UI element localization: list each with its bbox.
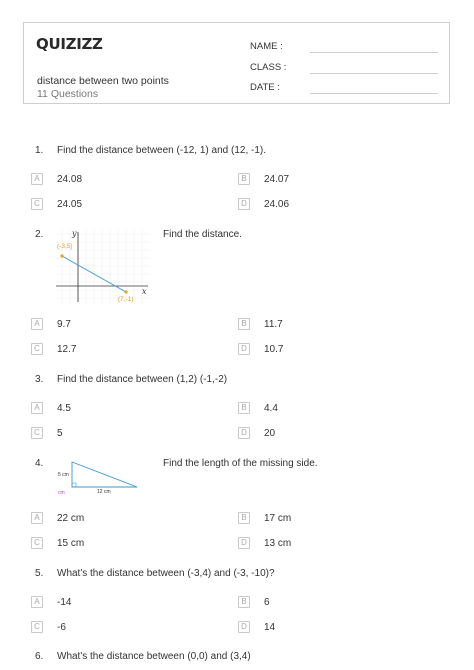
option-text: 15 cm [57,538,85,549]
option-text: 20 [264,428,276,439]
option-text: -6 [57,622,66,633]
question-text: Find the distance. [163,229,242,240]
option-letter-box[interactable]: D [238,198,250,210]
option-text: 13 cm [264,538,292,549]
option-text: 14 [264,622,276,633]
option-text: 24.07 [264,174,290,185]
option-text: 5 [57,428,63,439]
question-number: 4. [35,458,44,469]
option-text: 24.08 [57,174,83,185]
point-marker [124,290,127,293]
side-label: 5 cm [58,472,69,478]
option-letter-box[interactable]: A [31,512,43,524]
option-letter-box[interactable]: A [31,402,43,414]
question-number: 3. [35,374,44,385]
class-line [310,73,438,74]
question-number: 2. [35,229,44,240]
side-label: 12 cm [97,489,111,495]
option-text: 17 cm [264,513,292,524]
question-count: 11 Questions [37,88,99,100]
quizizz-logo: QUIZIZZ [36,35,103,53]
question-number: 6. [35,651,44,662]
option-text: 10.7 [264,344,284,355]
option-letter-box[interactable]: B [238,596,250,608]
unknown-side-label: cm [58,490,65,496]
option-text: 9.7 [57,319,71,330]
right-triangle-figure [55,458,145,500]
option-text: 24.05 [57,199,83,210]
option-text: 6 [264,597,270,608]
date-label: DATE : [250,82,280,93]
option-letter-box[interactable]: B [238,512,250,524]
question-number: 1. [35,145,44,156]
option-text: -14 [57,597,72,608]
option-letter-box[interactable]: A [31,173,43,185]
option-letter-box[interactable]: C [31,198,43,210]
option-letter-box[interactable]: B [238,318,250,330]
option-text: 22 cm [57,513,85,524]
date-line [310,93,438,94]
option-letter-box[interactable]: A [31,318,43,330]
option-letter-box[interactable]: D [238,343,250,355]
x-axis-label: x [142,287,147,296]
option-letter-box[interactable]: C [31,343,43,355]
option-text: 4.5 [57,403,71,414]
option-letter-box[interactable]: D [238,427,250,439]
option-letter-box[interactable]: A [31,596,43,608]
option-letter-box[interactable]: C [31,537,43,549]
option-letter-box[interactable]: D [238,537,250,549]
right-angle-marker [72,483,76,487]
worksheet-title: distance between two points [37,75,169,87]
option-text: 12.7 [57,344,77,355]
point-marker [60,254,63,257]
worksheet-header [23,22,450,104]
question-text: What's the distance between (0,0) and (3,4) [57,651,251,662]
name-line [310,52,438,53]
option-text: 4.4 [264,403,278,414]
option-text: 11.7 [264,319,283,330]
question-number: 5. [35,568,44,579]
y-axis-label: y [72,229,77,238]
question-text: Find the distance between (-12, 1) and (12, -1). [57,145,267,156]
name-label: NAME : [250,41,283,52]
option-text: 24.06 [264,199,290,210]
class-label: CLASS : [250,62,287,73]
option-letter-box[interactable]: B [238,402,250,414]
triangle-shape [72,462,137,487]
option-letter-box[interactable]: D [238,621,250,633]
option-letter-box[interactable]: B [238,173,250,185]
coordinate-graph-figure [52,226,152,306]
question-text: What's the distance between (-3,4) and (-3, -10)? [57,568,275,579]
option-letter-box[interactable]: C [31,621,43,633]
question-text: Find the length of the missing side. [163,458,318,469]
question-text: Find the distance between (1,2) (-1,-2) [57,374,228,385]
point-label: (7,-1) [118,296,134,303]
point-label: (-3,5) [57,243,73,250]
option-letter-box[interactable]: C [31,427,43,439]
